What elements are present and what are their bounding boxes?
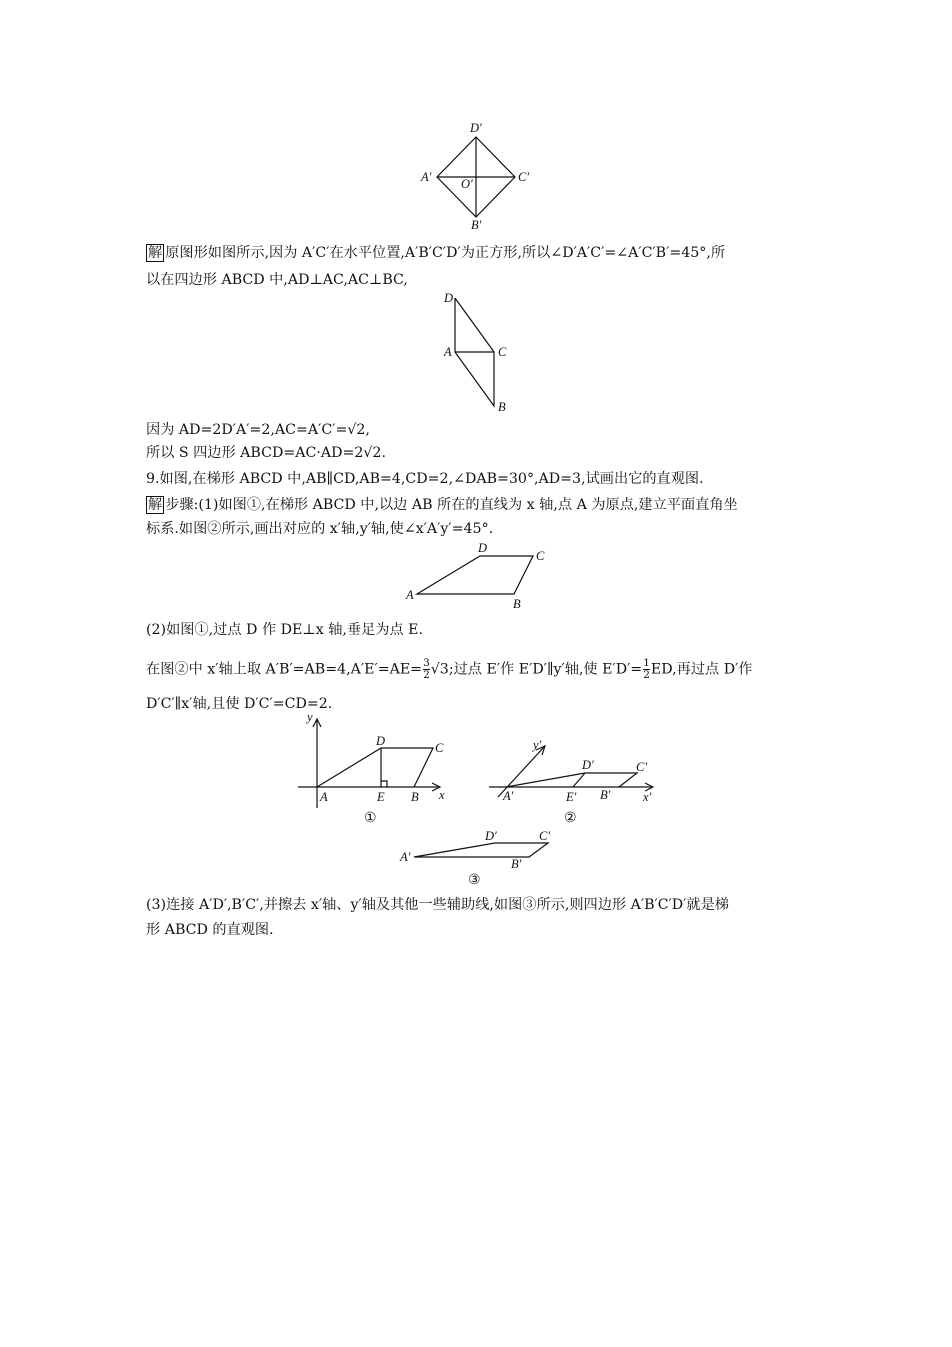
step-2-text-c: ED,再过点 D′作: [650, 661, 753, 678]
fraction-denominator: 2: [643, 669, 650, 681]
fig3-number: ③: [468, 873, 481, 888]
label-c-prime: C′: [518, 170, 530, 184]
quad-abcd-figure: [455, 298, 494, 406]
label-b-prime: B′: [471, 218, 482, 232]
solution-1-text: 原图形如图所示,因为 A′C′在水平位置,A′B′C′D′为正方形,所以∠D′A′C′=∠A′C′B′=45°,所: [165, 245, 726, 261]
question-9-solution-line-1: [146, 495, 738, 515]
fig2-label-e: E′: [566, 790, 577, 804]
label-d: D: [444, 291, 454, 305]
fig1-right-angle: [381, 781, 387, 787]
step-2-line-2: [146, 658, 752, 681]
fig3-trapezoid: [414, 843, 548, 857]
solution-1-line-4: 所以 S 四边形 ABCD=AC·AD=2√2.: [146, 445, 386, 461]
fig1-trapezoid: [317, 748, 433, 787]
trap-label-a: A: [406, 588, 414, 602]
fig2-label-a: A′: [503, 789, 514, 803]
solution-1-line-3: 因为 AD=2D′A′=2,AC=A′C′=√2,: [146, 422, 370, 438]
step-1-text: 步骤:(1)如图①,在梯形 ABCD 中,以边 AB 所在的直线为 x 轴,点 A 为原点,建立平面直角坐: [165, 497, 738, 513]
trapezoid-figure: [417, 556, 533, 594]
step-3-line-2: 形 ABCD 的直观图.: [146, 922, 274, 938]
label-c: C: [498, 345, 507, 359]
fraction-three-halves: [423, 658, 430, 681]
fraction-one-half: [643, 658, 650, 681]
fig2-label-y: y′: [533, 738, 542, 752]
step-2-line-1: (2)如图①,过点 D 作 DE⊥x 轴,垂足为点 E.: [146, 622, 424, 638]
step-2-text-b: √3;过点 E′作 E′D′∥y′轴,使 E′D′=: [430, 661, 643, 678]
square-figure: [437, 137, 515, 217]
fig3-label-d: D′: [485, 829, 497, 843]
figure-3: [414, 843, 548, 857]
solution-1-line-2: 以在四边形 ABCD 中,AD⊥AC,AC⊥BC,: [146, 272, 408, 288]
fraction-numerator: 3: [423, 657, 430, 669]
fig1-label-b: B: [411, 790, 419, 804]
fig1-label-d: D: [376, 734, 386, 748]
solution-tag: 解: [148, 245, 163, 261]
step-2-text-a: 在图②中 x′轴上取 A′B′=AB=4,A′E′=AE=: [146, 661, 423, 678]
label-o-prime: O′: [461, 177, 473, 191]
fraction-denominator: 2: [423, 669, 430, 681]
fig1-label-a: A: [320, 790, 328, 804]
trap-label-d: D: [478, 541, 488, 555]
question-9-solution-line-2: 标系.如图②所示,画出对应的 x′轴,y′轴,使∠x′A′y′=45°.: [146, 521, 494, 537]
fraction-numerator: 1: [643, 657, 650, 669]
trapezoid-outline: [417, 556, 533, 594]
fig1-number: ①: [364, 811, 377, 826]
label-a-prime: A′: [421, 170, 432, 184]
fig1-label-y: y: [307, 710, 313, 724]
fig1-label-e: E: [377, 790, 385, 804]
question-9: 9.如图,在梯形 ABCD 中,AB∥CD,AB=4,CD=2,∠DAB=30°,AD=3,试画出它的直观图.: [146, 471, 704, 487]
fig2-trapezoid: [506, 773, 637, 787]
fig3-label-a: A′: [400, 850, 411, 864]
fig1-label-x: x: [439, 788, 445, 802]
label-a: A: [444, 345, 452, 359]
trap-label-b: B: [513, 597, 521, 611]
fig3-label-b: B′: [511, 857, 522, 871]
fig2-label-b: B′: [600, 788, 611, 802]
fig1-label-c: C: [435, 741, 444, 755]
fig2-label-d: D′: [582, 758, 594, 772]
solution-1-line-1: [146, 243, 725, 263]
fig2-label-c: C′: [636, 760, 648, 774]
step-2-line-3: D′C′∥x′轴,且使 D′C′=CD=2.: [146, 696, 333, 712]
label-d-prime: D′: [470, 121, 482, 135]
trap-label-c: C: [536, 549, 545, 563]
fig2-number: ②: [564, 811, 577, 826]
fig3-label-c: C′: [539, 829, 551, 843]
solution-tag: 解: [148, 497, 163, 513]
fig2-label-x: x′: [643, 790, 652, 804]
label-b: B: [498, 400, 506, 414]
step-3-line-1: (3)连接 A′D′,B′C′,并擦去 x′轴、y′轴及其他一些辅助线,如图③所示,则四边形 A′B′C′D′就是梯: [146, 897, 729, 913]
